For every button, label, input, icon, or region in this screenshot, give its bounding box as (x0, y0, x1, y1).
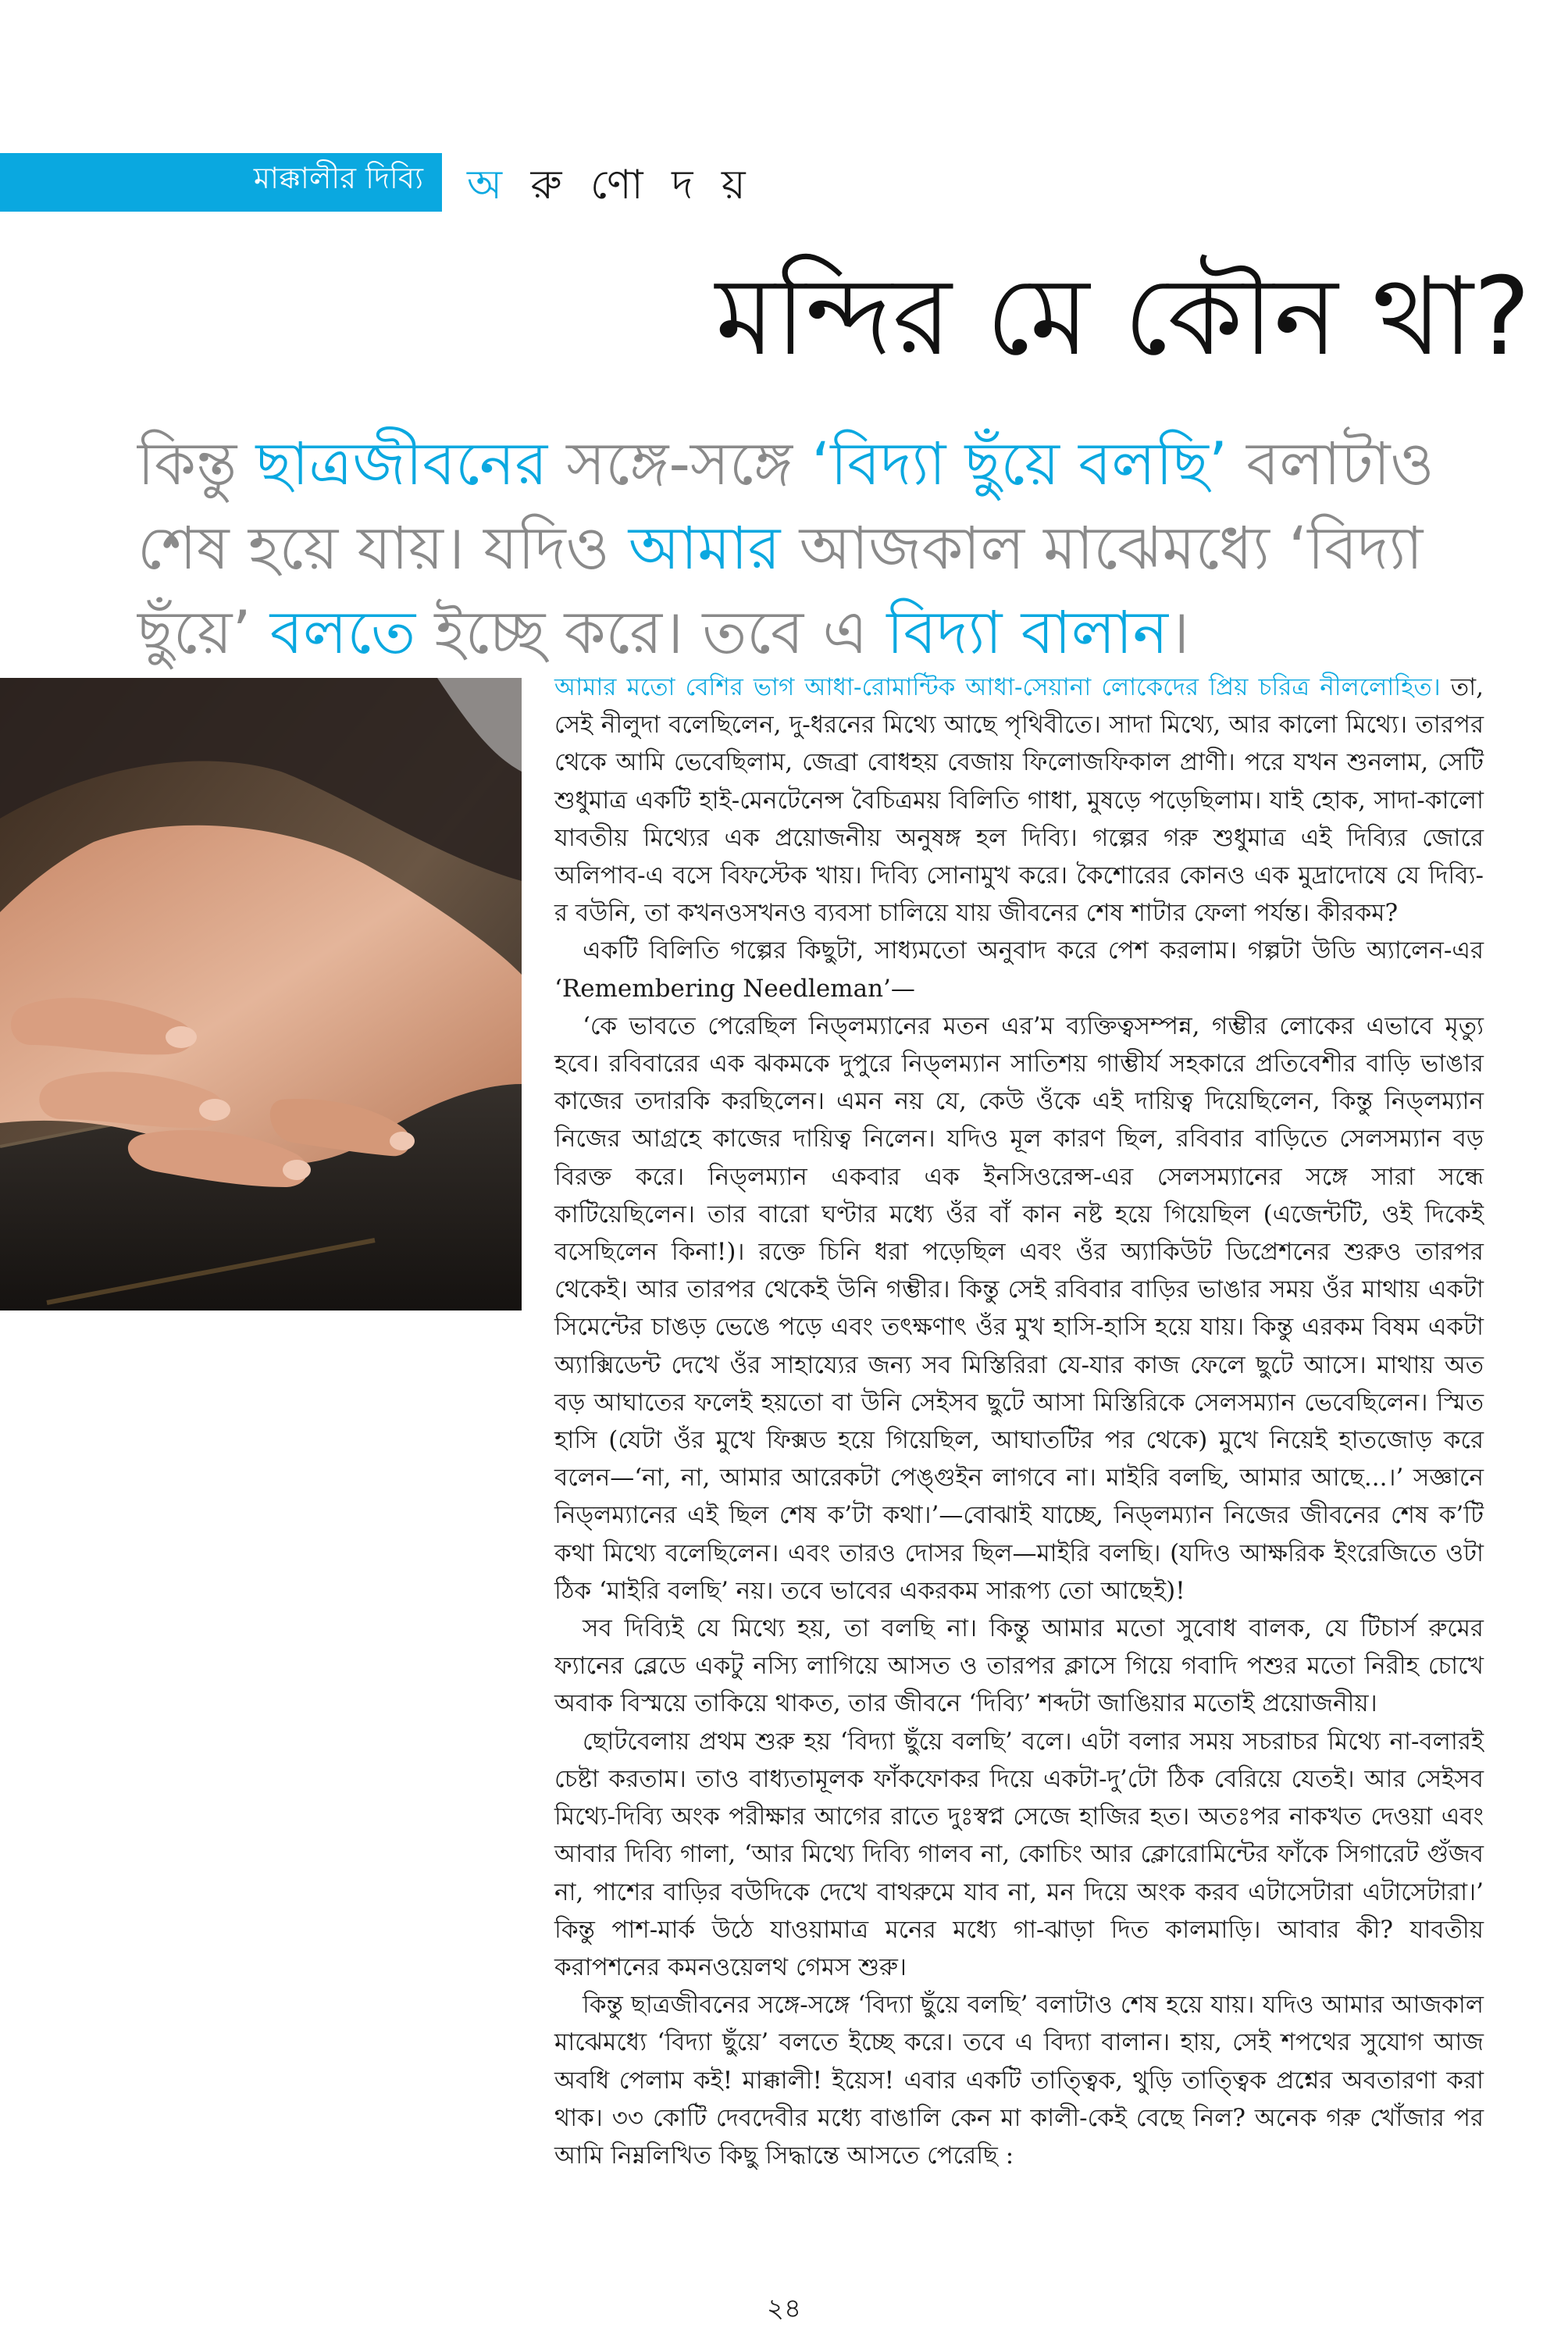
article-paragraph (554, 669, 1484, 932)
page-number: ২৪ (766, 2293, 802, 2324)
article-paragraph-text: তা, সেই নীলুদা বলেছিলেন, দু-ধরনের মিথ্যে আছে পৃথিবীতে। সাদা মিথ্যে, আর কালো মিথ্যে। তারপর থেকে আমি ভেবেছিলাম, জেব্রা বোধহয় বেজায় ফিলোজফিকাল প্রাণী। পরে যখন শুনলাম, সেটি শুধুমাত্র একটি হাই-মেনটেনেন্স বৈচিত্রময় বিলিতি গাধা, মুষড়ে পড়েছিলাম। যাই হোক, সাদা-কালো যাবতীয় মিথ্যের এক প্রয়োজনীয় অনুষঙ্গ হল দিব্যি। গল্পের গরু শুধুমাত্র এই দিব্যির জোরে অলিপাব-এ বসে বিফস্টেক খায়। দিব্যি সোনামুখ করে। কৈশোরের কোনও এক মুদ্রাদোষে যে দিব্যি-র বউনি, তা কখনওসখনও ব্যবসা চালিয়ে যায় জীবনের শেষ শাটার ফেলা পর্যন্ত। কীরকম? (554, 673, 1484, 928)
pull-quote (137, 422, 1481, 675)
pull-quote-text: । (1167, 597, 1190, 667)
section-band (0, 153, 442, 212)
article-paragraph: কিন্তু ছাত্রজীবনের সঙ্গে-সঙ্গে ‘বিদ্যা ছুঁয়ে বলছি’ বলাটাও শেষ হয়ে যায়। যদিও আমার আজকাল মাঝেমধ্যে ‘বিদ্যা ছুঁয়ে’ বলতে ইচ্ছে করে। তবে এ বিদ্যা বালান। হায়, সেই শপথের সুযোগ আজ অবধি পেলাম কই! মাক্কালী! ইয়েস! এবার একটি তাত্ত্বিক, থুড়ি তাত্ত্বিক প্রশ্নের অবতারণা করা থাক। ৩৩ কোটি দেবদেবীর মধ্যে বাঙালি কেন মা কালী-কেই বেছে নিল? অনেক গরু খোঁজার পর আমি নিম্নলিখিত কিছু সিদ্ধান্তে আসতে পেরেছি : (554, 1991, 1484, 2170)
author-initial: অ (467, 162, 511, 209)
pull-quote-highlight: বলতে (269, 597, 416, 667)
pull-quote-text: আজকাল মাঝেমধ্যে ‘বিদ্যা ছুঁয়ে’ (137, 513, 1424, 667)
hand-on-book-photo (0, 678, 522, 1311)
author-name-rest: রু ণো দ য় (510, 162, 754, 209)
section-label: মাক্কালীর দিব্যি (253, 161, 423, 195)
article-title: মন্দির মে কৌন থা? (715, 254, 1531, 380)
author-byline (467, 153, 754, 221)
pull-quote-highlight: আমার (628, 513, 781, 583)
article-body (554, 669, 1484, 2174)
pull-quote-highlight: ছাত্রজীবনের (255, 429, 548, 498)
pull-quote-highlight: বিদ্যা বালান (886, 597, 1168, 667)
pull-quote-text: বলাটাও শেষ হয়ে যায়। যদিও (137, 429, 1434, 583)
pull-quote-text: ইচ্ছে করে। তবে এ (415, 597, 887, 667)
pull-quote-text: কিন্তু (137, 429, 256, 498)
pull-quote-highlight: ‘বিদ্যা ছুঁয়ে বলছি’ (811, 429, 1228, 498)
article-paragraph: ‘কে ভাবতে পেরেছিল নিড্‌লম্যানের মতন এর’ম ব্যক্তিত্বসম্পন্ন, গম্ভীর লোকের এভাবে মৃত্যু হবে। রবিবারের এক ঝকমকে দুপুরে নিড্‌লম্যান সাতিশয় গাম্ভীর্য সহকারে প্রতিবেশীর বাড়ি ভাঙার কাজের তদারকি করছিলেন। এমন নয় যে, কেউ ওঁকে এই দায়িত্ব দিয়েছিলেন, কিন্তু নিড্‌লম্যান নিজের আগ্রহে কাজের দায়িত্ব নিলেন। যদিও মূল কারণ ছিল, রবিবার বাড়িতে সেলসম্যান বড় বিরক্ত করে। নিড্‌লম্যান একবার এক ইনসিওরেন্স-এর সেলসম্যানের সঙ্গে সারা সন্ধে কাটিয়েছিলেন। তার বারো ঘণ্টার মধ্যে ওঁর বাঁ কান নষ্ট হয়ে গিয়েছিল (এজেন্টটি, ওই দিকেই বসেছিলেন কিনা!)। রক্তে চিনি ধরা পড়েছিল এবং ওঁর অ্যাকিউট ডিপ্রেশনের শুরুও তারপর থেকেই। আর তারপর থেকেই উনি গম্ভীর। কিন্তু সেই রবিবার বাড়ির ভাঙার সময় ওঁর মাথায় একটা সিমেন্টের চাঙড় ভেঙে পড়ে এবং তৎক্ষণাৎ ওঁর মুখ হাসি-হাসি হয়ে যায়। কিন্তু এরকম বিষম একটা অ্যাক্সিডেন্ট দেখে ওঁর সাহায্যের জন্য সব মিস্তিরিরা যে-যার কাজ ফেলে ছুটে আসে। মাথায় অত বড় আঘাতের ফলেই হয়তো বা উনি সেইসব ছুটে আসা মিস্তিরিকে সেলসম্যান ভেবেছিলেন। স্মিত হাসি (যেটা ওঁর মুখে ফিক্সড হয়ে গিয়েছিল, আঘাতটির পর থেকে) মুখে নিয়েই হাতজোড় করে বলেন—‘না, না, আমার আরেকটা পেঙ্গুইন লাগবে না। মাইরি বলছি, আমার আছে...।’ সজ্ঞানে নিড্‌লম্যানের এই ছিল শেষ ক’টা কথা।’—বোঝাই যাচ্ছে, নিড্‌লম্যান নিজের জীবনের শেষ ক’টি কথা মিথ্যে বলেছিলেন। এবং তারও দোসর ছিল—মাইরি বলছি। (যদিও আক্ষরিক ইংরেজিতে ওটা ঠিক ‘মাইরি বলছি’ নয়। তবে ভাবের একরকম সারূপ্য তো আছেই)! (554, 1011, 1484, 1605)
article-paragraph: সব দিব্যিই যে মিথ্যে হয়, তা বলছি না। কিন্তু আমার মতো সুবোধ বালক, যে টিচার্স রুমের ফ্যানের ব্লেডে একটু নস্যি লাগিয়ে আসত ও তারপর ক্লাসে গিয়ে গবাদি পশুর মতো নিরীহ চোখে অবাক বিস্ময়ে তাকিয়ে থাকত, তার জীবনে ‘দিব্যি’ শব্দটা জাঙিয়ার মতোই প্রয়োজনীয়। (554, 1614, 1484, 1718)
article-paragraph: একটি বিলিতি গল্পের কিছুটা, সাধ্যমতো অনুবাদ করে পেশ করলাম। গল্পটা উডি অ্যালেন-এর ‘Remembering Needleman’— (554, 936, 1484, 1003)
pull-quote-text: সঙ্গে-সঙ্গে (547, 429, 812, 498)
article-paragraph: ছোটবেলায় প্রথম শুরু হয় ‘বিদ্যা ছুঁয়ে বলছি’ বলে। এটা বলার সময় সচরাচর মিথ্যে না-বলারই চেষ্টা করতাম। তাও বাধ্যতামূলক ফাঁকফোকর দিয়ে একটা-দু’টো ঠিক বেরিয়ে যেতই। আর সেইসব মিথ্যে-দিব্যি অংক পরীক্ষার আগের রাতে দুঃস্বপ্ন সেজে হাজির হত। অতঃপর নাকখত দেওয়া এবং আবার দিব্যি গালা, ‘আর মিথ্যে দিব্যি গালব না, কোচিং আর ক্লোরোমিন্টের ফাঁকে সিগারেট গুঁজব না, পাশের বাড়ির বউদিকে দেখে বাথরুমে যাব না, মন দিয়ে অংক করব এটাসেটারা এটাসেটারা।’ কিন্তু পাশ-মার্ক উঠে যাওয়ামাত্র মনের মধ্যে গা-ঝাড়া দিত কালমাড়ি। আবার কী? যাবতীয় করাপশনের কমনওয়েলথ গেমস শুরু। (554, 1727, 1484, 1981)
article-intro: আমার মতো বেশির ভাগ আধা-রোমান্টিক আধা-সেয়ানা লোকেদের প্রিয় চরিত্র নীললোহিত। (554, 673, 1441, 701)
